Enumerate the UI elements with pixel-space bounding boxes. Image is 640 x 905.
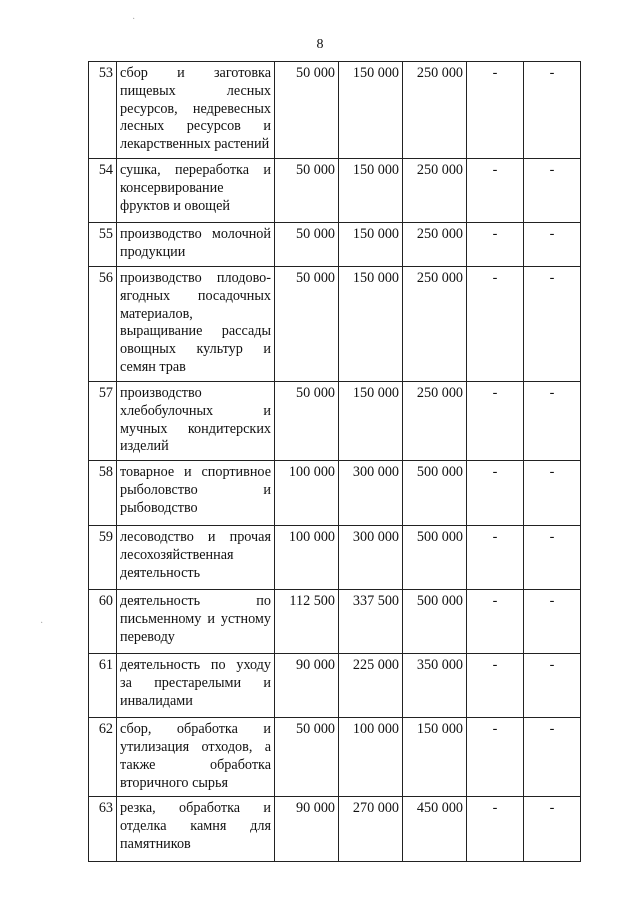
amount-4-cell: - (467, 62, 524, 159)
table-row (89, 266, 581, 381)
scan-speck: · (132, 14, 136, 25)
row-number-cell: 60 (89, 590, 117, 654)
activity-name-cell: лесоводство и прочая лесохозяйственная деятельность (117, 526, 275, 590)
activity-name-cell: производство плодово-ягодных посадочных материалов, выращивание рассады овощных культур и семян трав (117, 266, 275, 381)
row-number-cell: 57 (89, 381, 117, 460)
amount-1-cell: 50 000 (275, 266, 339, 381)
amount-3-cell: 250 000 (403, 222, 467, 266)
amount-3-cell: 250 000 (403, 381, 467, 460)
amount-1-cell: 100 000 (275, 461, 339, 526)
amount-1-cell: 50 000 (275, 222, 339, 266)
amount-5-cell: - (524, 718, 581, 797)
amount-1-cell: 100 000 (275, 526, 339, 590)
amount-4-cell: - (467, 461, 524, 526)
amount-4-cell: - (467, 797, 524, 862)
amount-4-cell: - (467, 222, 524, 266)
table-row (89, 158, 581, 222)
amount-2-cell: 270 000 (339, 797, 403, 862)
row-number-cell: 54 (89, 158, 117, 222)
row-number-cell: 61 (89, 654, 117, 718)
amount-2-cell: 337 500 (339, 590, 403, 654)
table-row (89, 62, 581, 159)
amount-5-cell: - (524, 222, 581, 266)
activity-name-cell: резка, обработка и отделка камня для памятников (117, 797, 275, 862)
row-number-cell: 55 (89, 222, 117, 266)
row-number-cell: 58 (89, 461, 117, 526)
activity-name-cell: сушка, переработка и консервирование фруктов и овощей (117, 158, 275, 222)
amount-5-cell: - (524, 461, 581, 526)
activity-name-cell: деятельность по уходу за престарелыми и инвалидами (117, 654, 275, 718)
activities-table (88, 61, 581, 862)
amount-2-cell: 300 000 (339, 526, 403, 590)
amount-2-cell: 150 000 (339, 381, 403, 460)
table-row (89, 654, 581, 718)
activity-name-cell: производство хлебобулочных и мучных кондитерских изделий (117, 381, 275, 460)
amount-2-cell: 300 000 (339, 461, 403, 526)
amount-5-cell: - (524, 654, 581, 718)
activity-name-cell: сбор и заготовка пищевых лесных ресурсов, недревесных лесных ресурсов и лекарственных растений (117, 62, 275, 159)
amount-5-cell: - (524, 590, 581, 654)
table-row (89, 797, 581, 862)
amount-1-cell: 50 000 (275, 158, 339, 222)
table-row (89, 526, 581, 590)
amount-2-cell: 225 000 (339, 654, 403, 718)
amount-3-cell: 500 000 (403, 526, 467, 590)
scan-speck: · (40, 618, 44, 629)
amount-4-cell: - (467, 266, 524, 381)
row-number-cell: 53 (89, 62, 117, 159)
amount-2-cell: 150 000 (339, 222, 403, 266)
amount-5-cell: - (524, 526, 581, 590)
amount-2-cell: 150 000 (339, 158, 403, 222)
amount-3-cell: 250 000 (403, 62, 467, 159)
table-row (89, 222, 581, 266)
amount-5-cell: - (524, 266, 581, 381)
amount-3-cell: 500 000 (403, 461, 467, 526)
table-row (89, 381, 581, 460)
amount-2-cell: 100 000 (339, 718, 403, 797)
row-number-cell: 59 (89, 526, 117, 590)
amount-3-cell: 450 000 (403, 797, 467, 862)
amount-1-cell: 90 000 (275, 654, 339, 718)
amount-3-cell: 250 000 (403, 158, 467, 222)
amount-5-cell: - (524, 797, 581, 862)
amount-1-cell: 50 000 (275, 381, 339, 460)
amount-1-cell: 90 000 (275, 797, 339, 862)
amount-5-cell: - (524, 381, 581, 460)
activity-name-cell: сбор, обработка и утилизация отходов, а также обработка вторичного сырья (117, 718, 275, 797)
amount-3-cell: 350 000 (403, 654, 467, 718)
row-number-cell: 63 (89, 797, 117, 862)
activity-name-cell: производство молочной продукции (117, 222, 275, 266)
amount-5-cell: - (524, 158, 581, 222)
amount-3-cell: 250 000 (403, 266, 467, 381)
table-row (89, 718, 581, 797)
amount-1-cell: 50 000 (275, 62, 339, 159)
amount-4-cell: - (467, 718, 524, 797)
amount-2-cell: 150 000 (339, 62, 403, 159)
amount-4-cell: - (467, 381, 524, 460)
table-row (89, 461, 581, 526)
amount-1-cell: 112 500 (275, 590, 339, 654)
row-number-cell: 56 (89, 266, 117, 381)
amount-1-cell: 50 000 (275, 718, 339, 797)
table-row (89, 590, 581, 654)
amount-5-cell: - (524, 62, 581, 159)
amount-3-cell: 150 000 (403, 718, 467, 797)
amount-4-cell: - (467, 526, 524, 590)
page-number: 8 (316, 37, 324, 52)
amount-4-cell: - (467, 590, 524, 654)
activity-name-cell: товарное и спортивное рыболовство и рыбоводство (117, 461, 275, 526)
amount-3-cell: 500 000 (403, 590, 467, 654)
amount-4-cell: - (467, 654, 524, 718)
amount-4-cell: - (467, 158, 524, 222)
activity-name-cell: деятельность по письменному и устному переводу (117, 590, 275, 654)
row-number-cell: 62 (89, 718, 117, 797)
amount-2-cell: 150 000 (339, 266, 403, 381)
